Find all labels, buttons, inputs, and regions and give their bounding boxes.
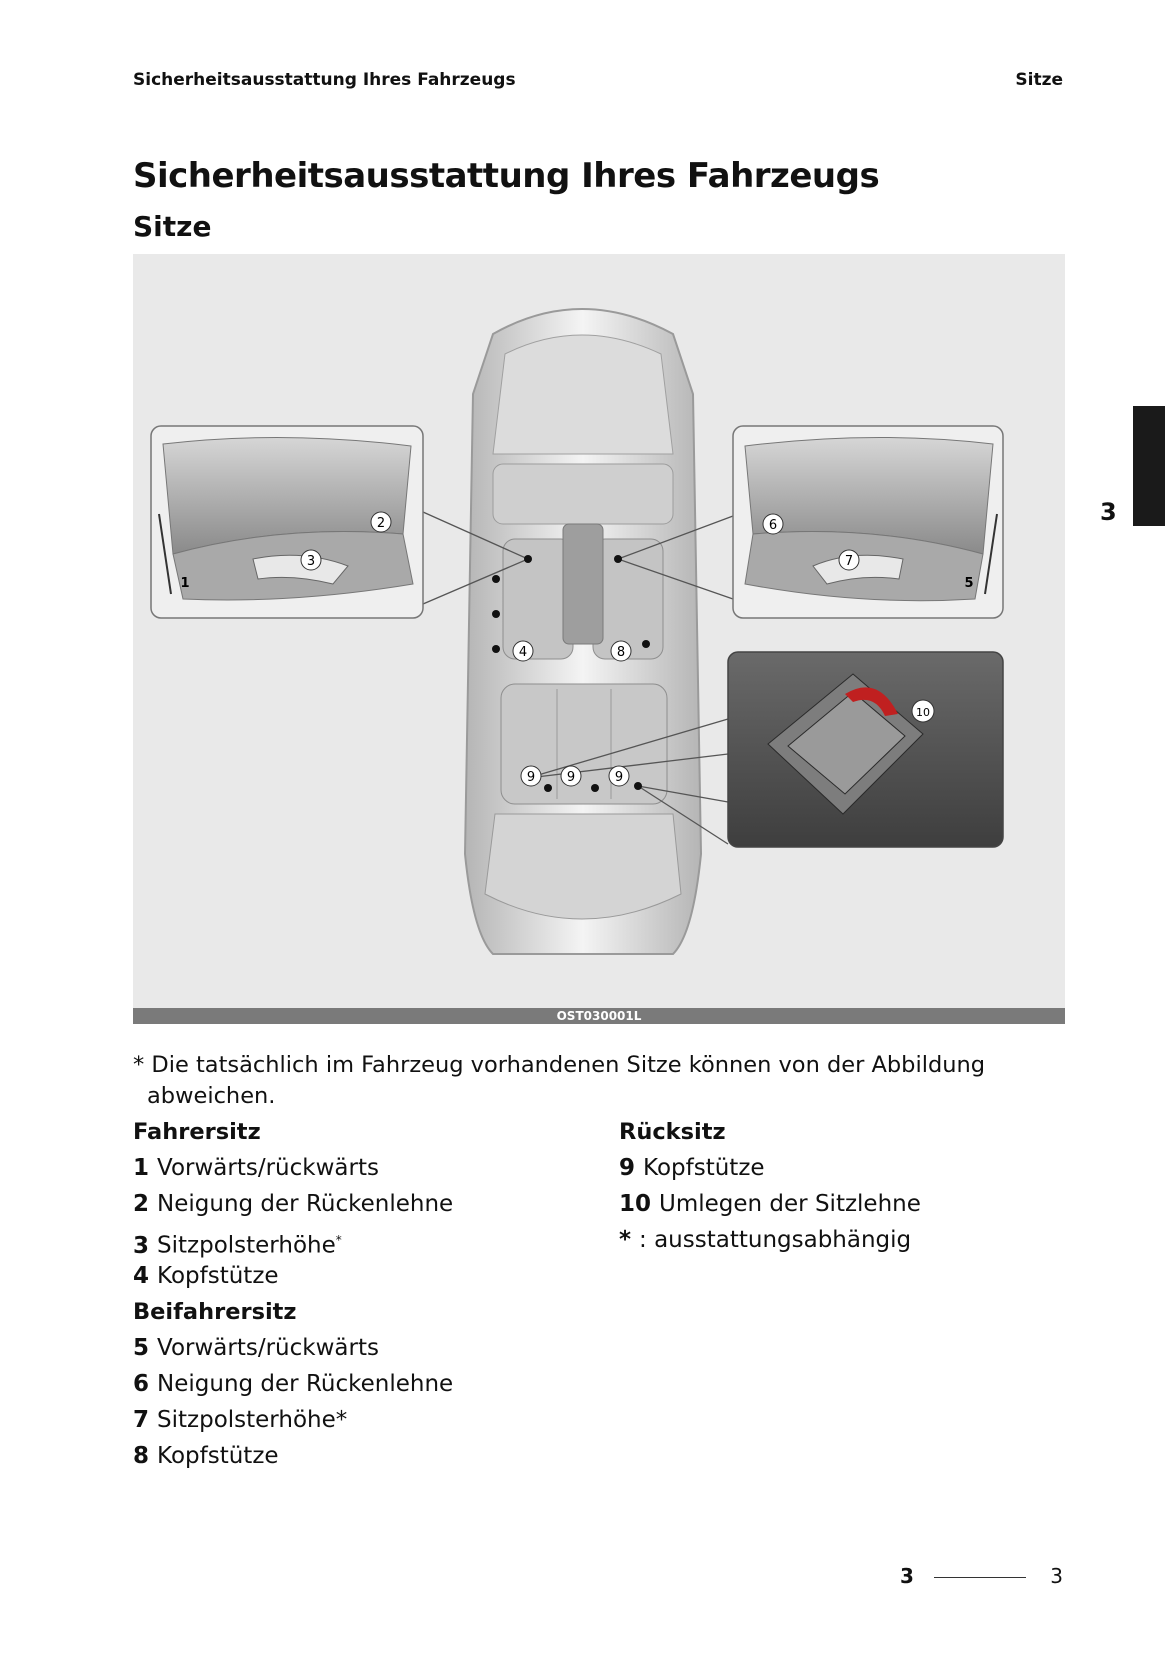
page-footer: [900, 1564, 1063, 1594]
callout-10: [912, 700, 934, 722]
legend-right-column: [619, 1114, 921, 1258]
legend-item: 9 Kopfstütze: [619, 1155, 765, 1181]
svg-text:10: 10: [916, 706, 930, 719]
callout-6: [763, 514, 783, 534]
footer-page-number: 3: [1050, 1564, 1063, 1588]
legend-item: 8 Kopfstütze: [133, 1443, 279, 1469]
page-title: Sicherheitsausstattung Ihres Fahrzeugs: [133, 156, 880, 196]
legend-item: 1 Vorwärts/rückwärts: [133, 1155, 379, 1181]
seat-diagram: [133, 254, 1065, 1024]
chapter-tab: [1133, 406, 1165, 526]
svg-text:2: 2: [376, 516, 386, 531]
legend-item: 3 Sitzpolsterhöhe*: [133, 1232, 342, 1259]
legend-item: 10 Umlegen der Sitzlehne: [619, 1191, 921, 1217]
chapter-tab-number: 3: [1100, 498, 1117, 526]
legend-item: 4 Kopfstütze: [133, 1263, 279, 1289]
svg-text:6: 6: [768, 518, 778, 533]
callout-2: [371, 512, 391, 532]
callout-9a: [521, 766, 541, 786]
running-header-section: Sicherheitsausstattung Ihres Fahrzeugs: [133, 70, 516, 90]
seat-diagram-figure: [133, 254, 1065, 1024]
callout-3: [301, 550, 321, 570]
callout-5: [964, 576, 973, 591]
legend-item: 6 Neigung der Rückenlehne: [133, 1371, 454, 1397]
rear-seat-heading: Rücksitz: [619, 1119, 726, 1145]
rear-seat-fold-inset: [728, 652, 1003, 847]
callout-8: [611, 641, 631, 661]
page-subtitle: Sitze: [133, 210, 212, 243]
figure-note: * Die tatsächlich im Fahrzeug vorhandenen Sitze können von der Abbildung abweichen.: [133, 1052, 986, 1109]
legend-left-column: [133, 1114, 453, 1474]
car-top-view: [465, 309, 701, 954]
callout-9b: [561, 766, 581, 786]
callout-7: [839, 550, 859, 570]
figure-code: OST030001L: [133, 1008, 1065, 1024]
footer-divider: [934, 1577, 1026, 1578]
legend-item: 5 Vorwärts/rückwärts: [133, 1335, 379, 1361]
callout-4: [513, 641, 533, 661]
svg-text:8: 8: [616, 645, 626, 660]
legend-item: * : ausstattungsabhängig: [619, 1227, 912, 1253]
svg-text:1: 1: [180, 576, 190, 591]
running-header-topic: Sitze: [1015, 70, 1063, 90]
svg-text:9: 9: [526, 770, 536, 785]
svg-text:9: 9: [566, 770, 576, 785]
svg-text:9: 9: [614, 770, 624, 785]
legend-item: 7 Sitzpolsterhöhe*: [133, 1407, 348, 1433]
svg-text:5: 5: [964, 576, 974, 591]
driver-seat-heading: Fahrersitz: [133, 1119, 261, 1145]
passenger-seat-heading: Beifahrersitz: [133, 1299, 297, 1325]
legend-item: 2 Neigung der Rückenlehne: [133, 1191, 454, 1217]
svg-text:7: 7: [844, 554, 854, 569]
footer-chapter: 3: [900, 1564, 914, 1588]
svg-text:4: 4: [518, 645, 528, 660]
callout-1: [180, 576, 189, 591]
running-header: [133, 70, 1063, 94]
svg-text:3: 3: [306, 554, 316, 569]
callout-9c: [609, 766, 629, 786]
